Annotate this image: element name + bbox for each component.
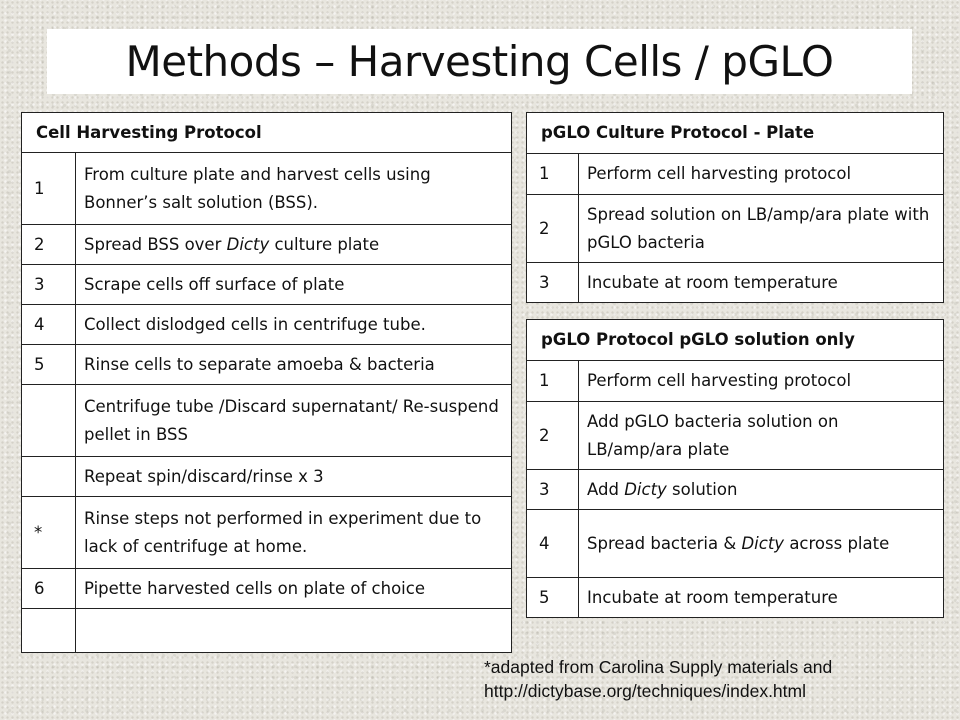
step-text: Rinse cells to separate amoeba & bacteria — [76, 345, 512, 385]
step-number: 1 — [527, 361, 579, 402]
slide-title: Methods – Harvesting Cells / pGLO — [125, 37, 834, 86]
step-number: 4 — [22, 305, 76, 345]
table-row — [527, 578, 944, 618]
table-row-empty — [22, 609, 512, 653]
table-header-row — [22, 113, 512, 153]
step-text: Perform cell harvesting protocol — [579, 154, 944, 195]
step-text: Spread BSS over Dicty culture plate — [76, 225, 512, 265]
table-row — [22, 305, 512, 345]
step-number — [22, 609, 76, 653]
step-number: 3 — [527, 263, 579, 303]
step-number: 1 — [527, 154, 579, 195]
title-bar — [47, 29, 912, 94]
table-row — [527, 361, 944, 402]
step-number — [22, 385, 76, 457]
step-text — [76, 609, 512, 653]
step-text: Repeat spin/discard/rinse x 3 — [76, 457, 512, 497]
step-text: Add Dicty solution — [579, 470, 944, 510]
table-header: pGLO Culture Protocol - Plate — [527, 113, 944, 154]
step-number: 2 — [527, 195, 579, 263]
footnote-line: *adapted from Carolina Supply materials and — [484, 657, 833, 677]
step-text: From culture plate and harvest cells using Bonner’s salt solution (BSS). — [76, 153, 512, 225]
source-footnote — [484, 655, 832, 703]
step-text: Incubate at room temperature — [579, 578, 944, 618]
table-row — [22, 385, 512, 457]
step-number: * — [22, 497, 76, 569]
footnote-url: http://dictybase.org/techniques/index.html — [484, 681, 806, 701]
table-row — [527, 510, 944, 578]
table-row — [527, 195, 944, 263]
pglo-solution-only-table — [526, 319, 944, 618]
cell-harvesting-table — [21, 112, 512, 653]
table-row — [22, 457, 512, 497]
step-number: 1 — [22, 153, 76, 225]
step-number: 3 — [527, 470, 579, 510]
step-number: 4 — [527, 510, 579, 578]
step-text: Incubate at room temperature — [579, 263, 944, 303]
step-text: Spread solution on LB/amp/ara plate with pGLO bacteria — [579, 195, 944, 263]
table-row — [527, 402, 944, 470]
table-row — [527, 263, 944, 303]
step-text: Collect dislodged cells in centrifuge tube. — [76, 305, 512, 345]
step-text: Perform cell harvesting protocol — [579, 361, 944, 402]
table-header-row — [527, 113, 944, 154]
table-row — [22, 265, 512, 305]
table-row — [22, 153, 512, 225]
step-number: 2 — [527, 402, 579, 470]
table-row — [527, 154, 944, 195]
table-row — [22, 345, 512, 385]
step-number: 5 — [527, 578, 579, 618]
table-row — [22, 225, 512, 265]
pglo-culture-plate-table — [526, 112, 944, 303]
step-text: Pipette harvested cells on plate of choice — [76, 569, 512, 609]
step-number — [22, 457, 76, 497]
step-number: 3 — [22, 265, 76, 305]
table-row — [22, 569, 512, 609]
table-header-row — [527, 320, 944, 361]
step-number: 2 — [22, 225, 76, 265]
step-text: Spread bacteria & Dicty across plate — [579, 510, 944, 578]
table-header: Cell Harvesting Protocol — [22, 113, 512, 153]
step-number: 5 — [22, 345, 76, 385]
step-text: Add pGLO bacteria solution on LB/amp/ara plate — [579, 402, 944, 470]
step-text: Scrape cells off surface of plate — [76, 265, 512, 305]
step-text: Rinse steps not performed in experiment due to lack of centrifuge at home. — [76, 497, 512, 569]
table-header: pGLO Protocol pGLO solution only — [527, 320, 944, 361]
step-number: 6 — [22, 569, 76, 609]
table-row — [527, 470, 944, 510]
table-row — [22, 497, 512, 569]
step-text: Centrifuge tube /Discard supernatant/ Re-suspend pellet in BSS — [76, 385, 512, 457]
